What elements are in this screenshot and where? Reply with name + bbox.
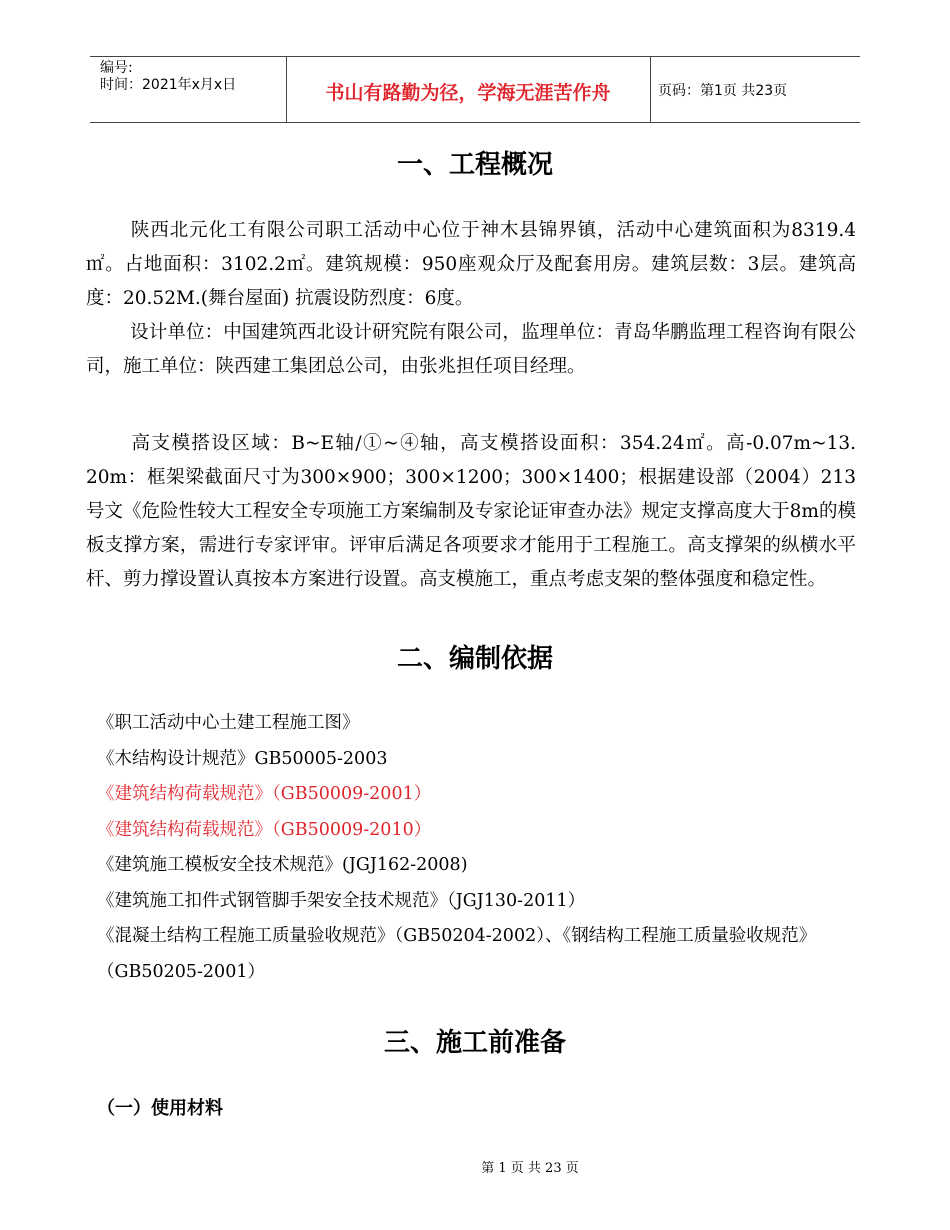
document-time: 时间：2021年x月x日 xyxy=(100,77,237,93)
section-title-preparation: 三、施工前准备 xyxy=(383,1028,566,1058)
header-top-rule xyxy=(90,56,860,57)
overview-paragraph-2: 设计单位：中国建筑西北设计研究院有限公司，监理单位：青岛华鹏监理工程咨询有限公司，施工单位：陕西建工集团总公司，由张兆担任项目经理。 xyxy=(86,322,856,377)
overview-paragraph-1: 陕西北元化工有限公司职工活动中心位于神木县锦界镇，活动中心建筑面积为8319.4㎡。占地面积：3102.2㎡。建筑规模：950座观众厅及配套用房。建筑层数：3层。建筑高度：20.52M.(舞台屋面) 抗震设防烈度：6度。 xyxy=(86,220,856,309)
section-title-basis: 二、编制依据 xyxy=(396,644,553,674)
header-meta xyxy=(100,60,236,94)
reference-item: 《建筑施工模板安全技术规范》(JGJ162-2008) xyxy=(97,855,468,875)
header-divider-right xyxy=(650,56,651,122)
reference-item: 《木结构设计规范》GB50005-2003 xyxy=(97,748,388,769)
reference-item: 《建筑施工扣件式钢管脚手架安全技术规范》（JGJ130-2011） xyxy=(97,890,586,911)
page-footer: 第 1 页 共 23 页 xyxy=(481,1161,579,1176)
reference-list xyxy=(97,706,857,990)
document-number-label: 编号: xyxy=(100,60,133,76)
reference-item-highlighted: 《建筑结构荷载规范》（GB50009-2010） xyxy=(97,819,432,840)
overview-paragraph-3: 高支模搭设区域：B~E轴/①~④轴，高支模搭设面积：354.24㎡。高-0.07m~13. 20m：框架梁截面尺寸为300×900；300×1200；300×1400；根据建设部（2004）213号文《危险性较大工程安全专项施工方案编制及专家论证审查办法》规定支撑高度大于8m的模板支撑方案，需进行专家评审。评审后满足各项要求才能用于工程施工。高支撑架的纵横水平杆、剪力撑设置认真按本方案进行设置。高支模施工，重点考虑支架的整体强度和稳定性。 xyxy=(86,433,856,590)
section-title-overview: 一、工程概况 xyxy=(396,150,553,180)
reference-item: 《混凝土结构工程施工质量验收规范》（GB50204-2002）、《钢结构工程施工质量验收规范》（GB50205-2001） xyxy=(97,926,817,982)
reference-item-highlighted: 《建筑结构荷载规范》（GB50009-2001） xyxy=(97,784,432,804)
header-page-info: 页码：第1页 共23页 xyxy=(658,83,788,99)
header-motto: 书山有路勤为径，学海无涯苦作舟 xyxy=(325,82,611,104)
reference-item: 《职工活动中心土建工程施工图》 xyxy=(97,713,360,733)
header-bottom-rule xyxy=(90,122,860,123)
subsection-title-materials: （一）使用材料 xyxy=(97,1098,223,1119)
